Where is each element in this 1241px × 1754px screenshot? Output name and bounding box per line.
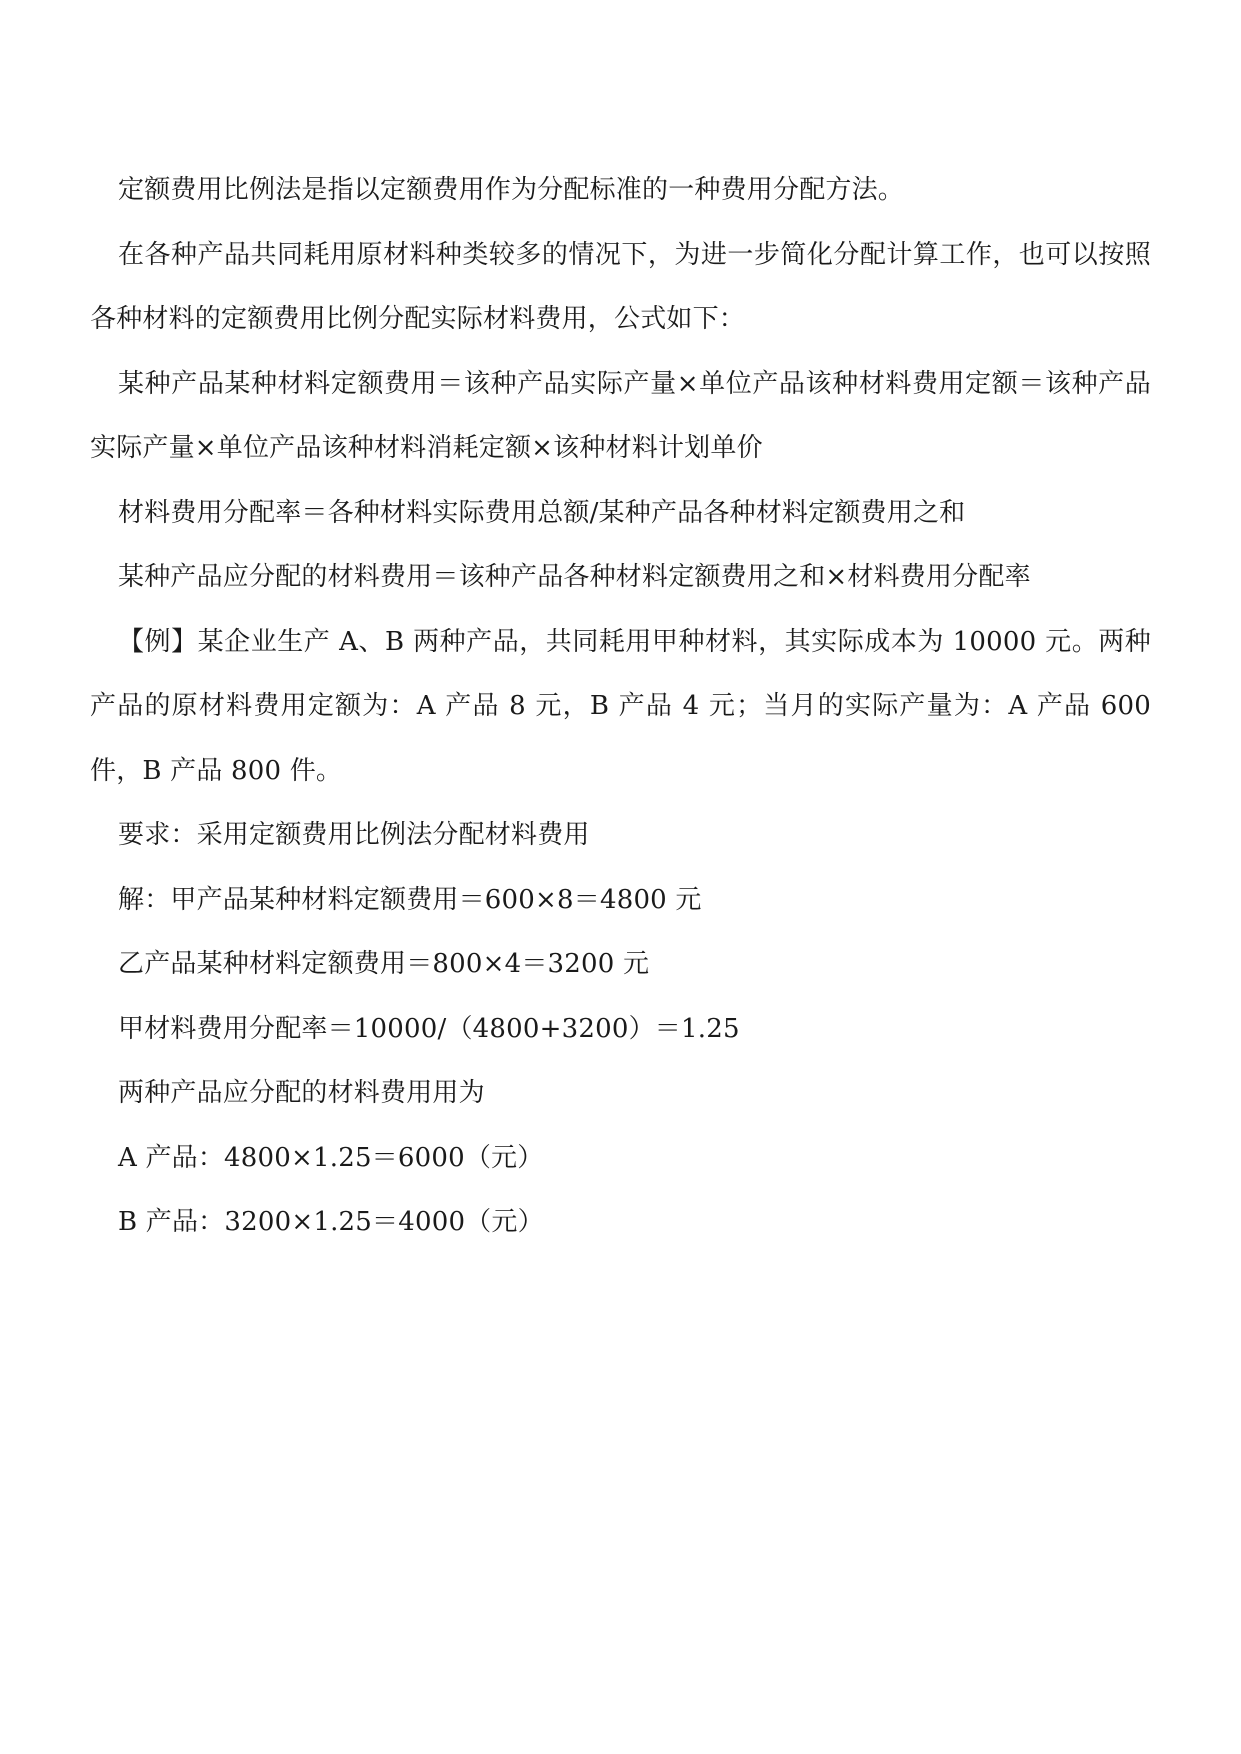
paragraph-definition: 定额费用比例法是指以定额费用作为分配标准的一种费用分配方法。 (118, 175, 905, 205)
paragraph-result-a: A 产品：4800×1.25＝6000（元） (118, 1142, 544, 1173)
paragraph-requirement: 要求：采用定额费用比例法分配材料费用 (118, 820, 590, 850)
paragraph-formula-quota-cost: 某种产品某种材料定额费用＝该种产品实际产量×单位产品该种材料费用定额＝该种产品实际产量×单位产品该种材料消耗定额×该种材料计划单价 (90, 368, 1151, 463)
paragraph-formula-allocated-cost: 某种产品应分配的材料费用＝该种产品各种材料定额费用之和×材料费用分配率 (118, 562, 1031, 592)
paragraph-example: 【例】某企业生产 A、B 两种产品，共同耗用甲种材料，其实际成本为 10000 元。两种产品的原材料费用定额为：A 产品 8 元，B 产品 4 元；当月的实际产量为：A 产品 600 件，B 产品 800 件。 (90, 626, 1151, 786)
paragraph-result-b: B 产品：3200×1.25＝4000（元） (118, 1207, 544, 1237)
paragraph-solution-intro: 两种产品应分配的材料费用用为 (118, 1078, 485, 1108)
paragraph-solution-rate: 甲材料费用分配率＝10000/（4800+3200）＝1.25 (118, 1013, 740, 1044)
paragraph-solution-a: 解：甲产品某种材料定额费用＝600×8＝4800 元 (118, 884, 702, 915)
paragraph-solution-b: 乙产品某种材料定额费用＝800×4＝3200 元 (118, 949, 650, 979)
paragraph-context: 在各种产品共同耗用原材料种类较多的情况下，为进一步简化分配计算工作，也可以按照各种材料的定额费用比例分配实际材料费用，公式如下： (90, 239, 1151, 334)
paragraph-formula-allocation-rate: 材料费用分配率＝各种材料实际费用总额/某种产品各种材料定额费用之和 (118, 497, 966, 528)
document-body (90, 158, 1151, 1255)
